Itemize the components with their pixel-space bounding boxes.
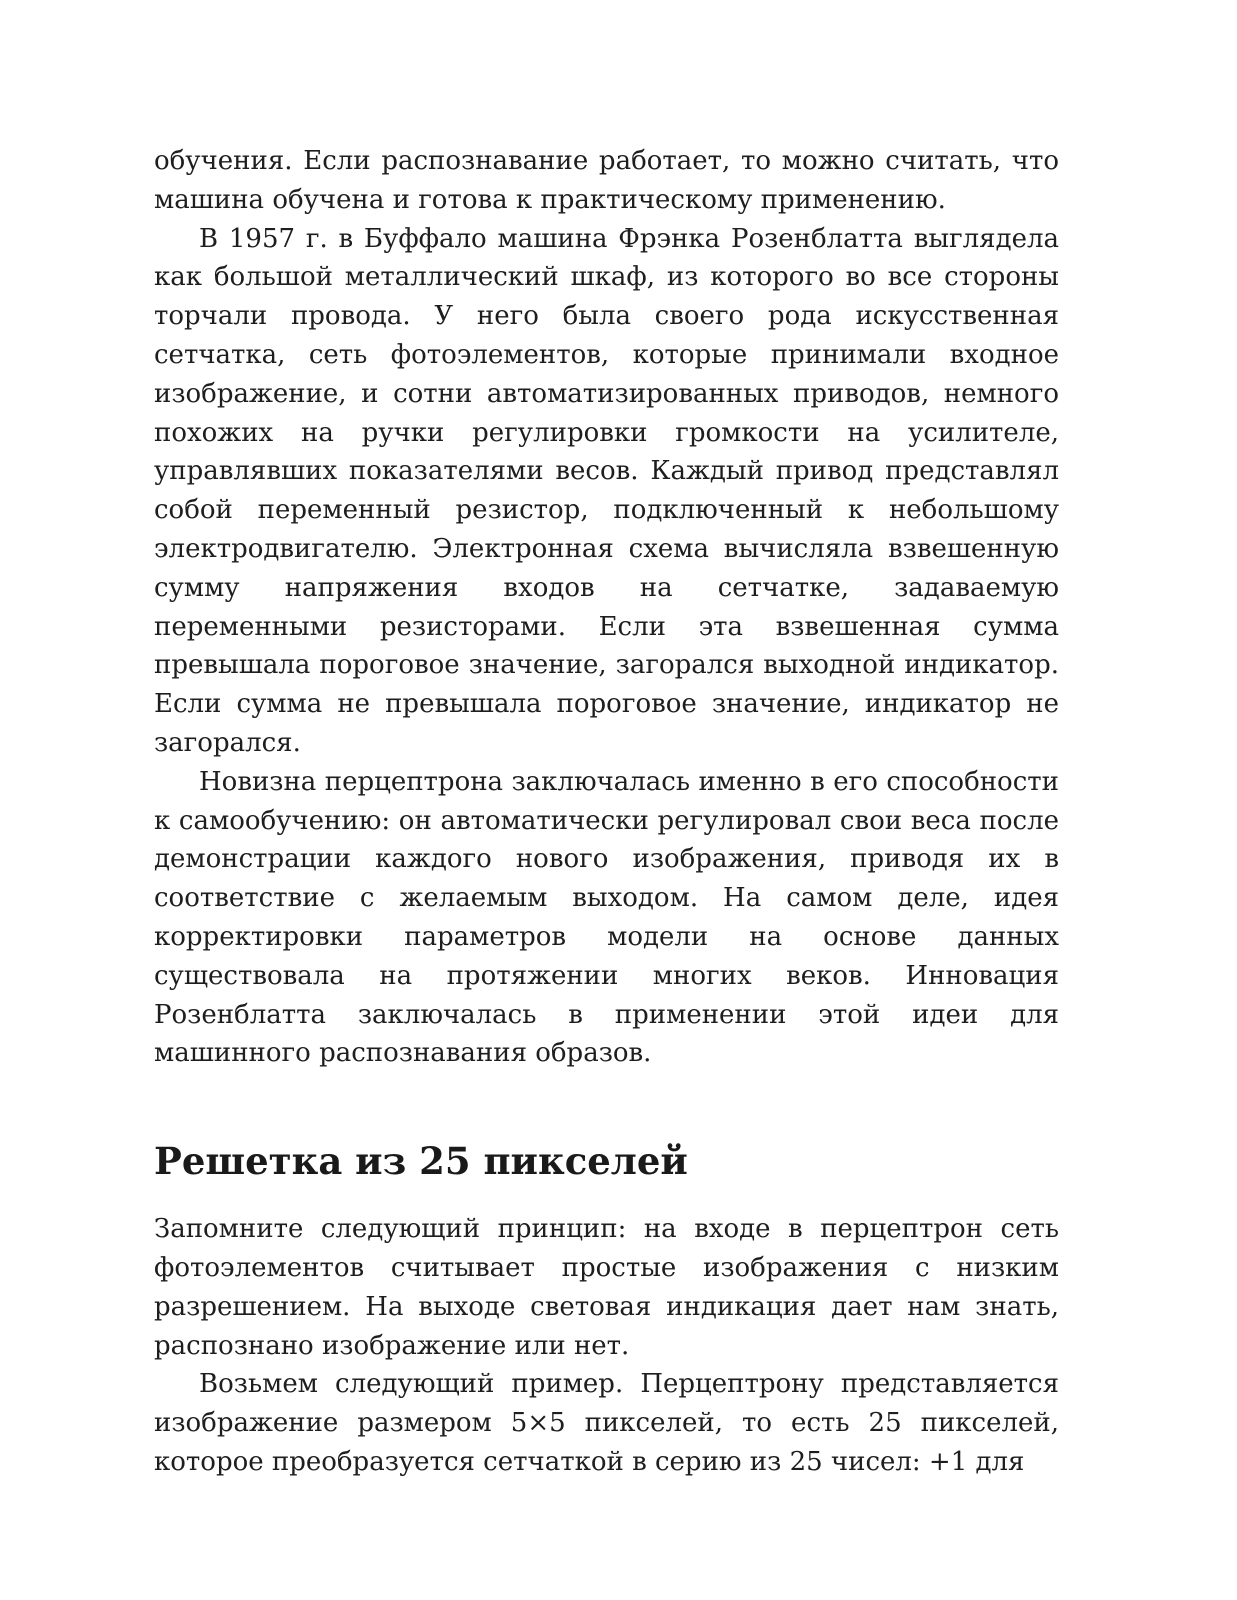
paragraph-perceptron-novelty: Новизна перцептрона заключалась именно в его способности к самообучению: он автоматически регулировал свои веса после демонстрации каждого нового изображения, приводя их в соответствие с желаемым выходом. На самом деле, идея корректировки параметров модели на основе данных существовала на протяжении многих веков. Инновация Розенблатта заключалась в применении этой идеи для машинного распознавания образов. xyxy=(154,766,1059,1069)
document-page xyxy=(154,142,1059,1482)
paragraph-example: Возьмем следующий пример. Перцептрону представляется изображение размером 5×5 пикселей, то есть 25 пикселей, которое преобразуется сетчаткой в серию из 25 чисел: +1 для xyxy=(154,1369,1059,1477)
paragraph-continuation: обучения. Если распознавание работает, то можно считать, что машина обучена и готова к практическому применению. xyxy=(154,146,1059,215)
paragraph-principle: Запомните следующий принцип: на входе в перцептрон сеть фотоэлементов считывает простые изображения с низким разрешением. На выходе световая индикация дает нам знать, распознано изображение или нет. xyxy=(154,1214,1059,1361)
section-heading: Решетка из 25 пикселей xyxy=(154,1139,688,1184)
paragraph-rosenblatt-machine: В 1957 г. в Буффало машина Фрэнка Розенблатта выглядела как большой металлический шкаф, из которого во все стороны торчали провода. У него была своего рода искусственная сетчатка, сеть фотоэлементов, которые принимали входное изображение, и сотни автоматизированных приводов, немного похожих на ручки регулировки громкости на усилителе, управлявших показателями весов. Каждый привод представлял собой переменный резистор, подключенный к небольшому электродвигателю. Электронная схема вычисляла взвешенную сумму напряжения входов на сетчатке, задаваемую переменными резисторами. Если эта взвешенная сумма превышала пороговое значение, загорался выходной индикатор. Если сумма не превышала пороговое значение, индикатор не загорался. xyxy=(154,223,1059,758)
